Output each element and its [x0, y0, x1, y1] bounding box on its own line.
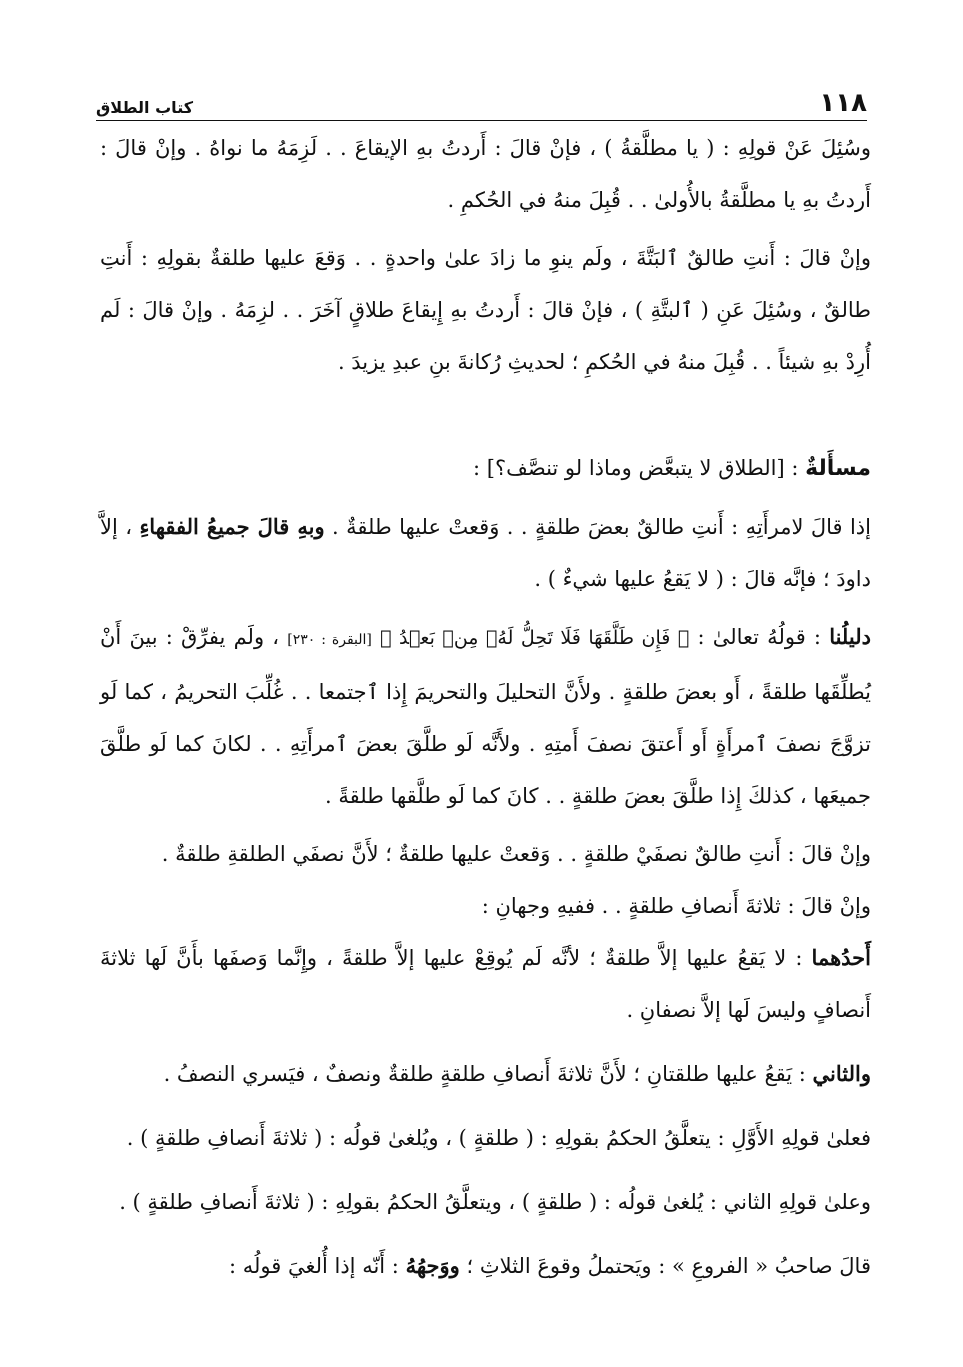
paragraph-11-text: قالَ صاحبُ « الفروعِ » : ويَحتملُ وقوعَ الثلاثِ ؛ [466, 1254, 871, 1278]
paragraph-2: وإنْ قالَ : أَنتِ طالقٌ ٱلبَتَّةَ ، ولَم ينوِ ما زادَ علىٰ واحدةٍ . . وَقعَ عليها طلقةٌ بقولِهِ : أَنتِ طالقٌ ، وسُئِلَ عَنِ ( ٱلبتَّةِ ) ، فإنْ قالَ : أَردتُ بهِ إِيقاعَ طلاقٍ آخَرَ . . لزِمَهُ . وإنْ قالَ : لَم أُرِدْ بهِ شيئاً . . قُبِلَ منهُ في الحُكمِ ؛ لحديثِ رُكانةَ بنِ عبدِ يزيدَ . [100, 246, 871, 374]
page-number: ١١٨ [819, 88, 867, 118]
paragraph-8 [100, 1048, 871, 1100]
page-body [100, 122, 871, 1292]
paragraph-11-after: : أَنّه إذا أُلغيَ قولُه : [228, 1254, 399, 1278]
paragraph-3-text: إذا قالَ لامرأَتِهِ : أَنتِ طالقٌ بعضَ طلقةٍ . . وَقعتْ عليها طلقةٌ . [332, 515, 871, 539]
paragraph-5: وإنْ قالَ : أَنتِ طالقٌ نصفَيْ طلقةٍ . . وَقعتْ عليها طلقةٌ ؛ لأَنَّ نصفَي الطلقةِ طلقةٌ . [161, 842, 871, 866]
issue-title: : [الطلاق لا يتبعَّض وماذا لو تنصَّف؟] : [473, 456, 799, 480]
paragraph-11-bold: ووَجهُهُ [405, 1253, 460, 1278]
paragraph-4 [100, 611, 871, 822]
page-header [96, 80, 867, 121]
second-view-lead: والثاني [812, 1061, 871, 1086]
paragraph-6: وإنْ قالَ : ثلاثةَ أَنصافِ طلقةٍ . . ففيهِ وجهانِ : [481, 894, 871, 918]
first-view-text: : لا يَقعُ عليها إلاَّ طلقةٌ ؛ لأنَّه لَم يُوقِعْ عليها إلاَّ طلقةً ، وإِنَّما وَصفَها بأَنَّ لَها ثلاثةَ أَنصافٍ وليسَ لَها إلاَّ نصفانِ . [100, 946, 871, 1022]
second-view-text: : يَقعُ عليها طلقتانِ ؛ لأَنَّ ثلاثةَ أَنصافِ طلقةٍ طلقةٌ ونصفٌ ، فيَسري النصفُ . [163, 1062, 806, 1086]
evidence-intro: : قولُهُ تعالىٰ : [697, 625, 821, 649]
evidence-rest: ، ولَم يفرِّقْ : بينَ أَنْ يُطلِّقَها طلقةً ، أَو بعضَ طلقةٍ . ولأَنَّ التحليلَ والتحريمَ إِذا ٱجتمعا . . غُلِّبَ التحريمُ ، كما لَو تزوَّجَ نصفَ ٱمرأَةٍ أَو أَعتقَ نصفَ أَمتِهِ . ولأَنَّه لَو طلَّقَ بعضَ ٱمرأَتِهِ . . لكانَ كما لَو طلَّقَ جميعَها ، كذلكَ إِذا طلَّقَ بعضَ طلقةٍ . . كانَ كما لَو طلَّقها طلقةً . [100, 625, 871, 808]
running-title: كتاب الطلاق [96, 98, 194, 117]
paragraph-11 [100, 1240, 871, 1292]
paragraph-7 [100, 932, 871, 1036]
paragraph-9: فعلىٰ قولِهِ الأَوَّلِ : يتعلَّقُ الحكمُ بقولِهِ : ( طلقةٍ ) ، ويُلغىٰ قولُه : ( ثلاثةَ أَنصافِ طلقةٍ ) . [126, 1126, 871, 1150]
issue-label: مسأَلةٌ [805, 456, 871, 481]
paragraph-3 [100, 501, 871, 605]
paragraph-10: وعلىٰ قولِهِ الثاني : يُلغىٰ قولُه : ( طلقةٍ ) ، ويتعلَّقُ الحكمُ بقولِهِ : ( ثلاثةَ أَنصافِ طلقةٍ ) . [119, 1190, 871, 1214]
issue-heading [100, 442, 871, 495]
first-view-lead: أَحدُهما [811, 945, 871, 970]
paragraph-3-after: ، إلاَّ داودَ ؛ فإنَّه قالَ : ( لا يَقعُ عليها شيءٌ ) . [100, 515, 871, 591]
verse-reference: [البقرة : ٢٣٠] [287, 632, 372, 648]
evidence-lead: دليلُنا [829, 624, 871, 649]
paragraph-1: وسُئِلَ عَنْ قولِهِ : ( يا مطلَّقةُ ) ، فإنْ قالَ : أَردتُ بهِ الإيقاعَ . . لَزِمَهُ ما نواهُ . وإنْ قالَ : أَردتُ بهِ يا مطلَّقةُ بالأُولىٰ . . قُبِلَ منهُ في الحُكمِ . [100, 136, 871, 212]
quran-verse: ﴿ فَإِن طَلَّقَهَا فَلَا تَحِلُّ لَهُۥ مِنۢ بَعۡدُ ﴾ [380, 627, 690, 649]
paragraph-3-bold: وبهِ قالَ جميعُ الفقهاءِ [139, 514, 325, 539]
